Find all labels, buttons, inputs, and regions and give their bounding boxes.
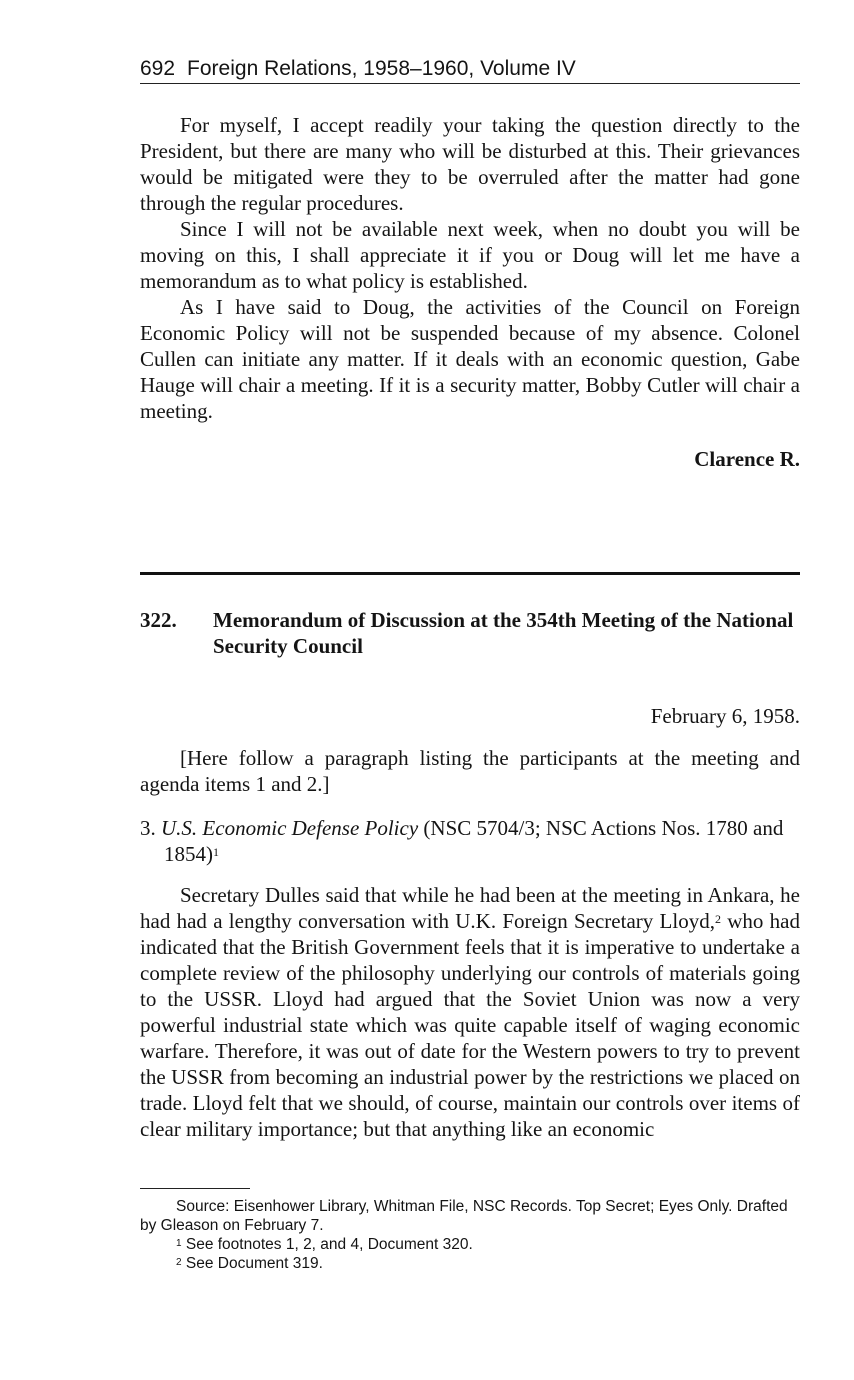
letter-body	[140, 112, 800, 424]
agenda-refs: (NSC 5704/3; NSC Actions Nos. 1780 and 1854)	[164, 816, 784, 866]
agenda-item	[140, 815, 800, 867]
footnote-ref[interactable]: 2	[714, 912, 721, 926]
editorial-note: [Here follow a paragraph listing the participants at the meeting and agenda items 1 and 2.]	[140, 746, 800, 796]
running-title: Foreign Relations, 1958–1960, Volume IV	[187, 57, 576, 80]
letter-paragraph: As I have said to Doug, the activities of the Council on Foreign Economic Policy will not be suspended because of my absence. Colonel Cullen can initiate any matter. If it deals with an economic question, Gabe Hauge will chair a meeting. If it is a security matter, Bobby Cutler will chair a meeting.	[140, 295, 800, 423]
footnote-1	[140, 1235, 800, 1254]
section-divider	[140, 572, 800, 575]
document-number: 322.	[140, 608, 177, 632]
agenda-title: U.S. Economic Defense Policy	[161, 816, 419, 840]
letter-paragraph: For myself, I accept readily your taking the question directly to the President, but there are many who will be disturbed at this. Their grievances would be mitigated were they to be overruled after the matter had gone through the regular procedures.	[140, 113, 800, 215]
footnote-text: See Document 319.	[181, 1255, 323, 1272]
letter-paragraph: Since I will not be available next week, when no doubt you will be moving on this, I shall appreciate it if you or Doug will let me have a memorandum as to what policy is established.	[140, 217, 800, 293]
discussion-paragraph	[140, 882, 800, 1142]
source-note: Source: Eisenhower Library, Whitman File, NSC Records. Top Secret; Eyes Only. Drafted by Gleason on February 7.	[140, 1198, 788, 1234]
footnote-ref[interactable]: 1	[213, 845, 219, 859]
footnote-mark: 2	[176, 1257, 182, 1268]
discussion-body	[140, 882, 800, 1142]
document-date: February 6, 1958.	[650, 704, 800, 728]
document-title: Memorandum of Discussion at the 354th Meeting of the National Security Council	[213, 608, 794, 658]
agenda-number: 3.	[140, 816, 156, 840]
footnote-text: See footnotes 1, 2, and 4, Document 320.	[181, 1236, 473, 1253]
footnote-mark: 1	[176, 1238, 182, 1249]
editorial-note-block	[140, 745, 800, 797]
page-number: 692	[140, 57, 176, 80]
document-heading	[140, 607, 800, 659]
running-header	[140, 56, 800, 84]
discussion-text-2: who had indicated that the British Government feels that it is imperative to undertake a complete review of the philosophy underlying our controls of materials going to the USSR. Lloyd had argued that the Soviet Union was now a very powerful industrial state which was quite capable itself of waging economic warfare. Therefore, it was out of date for the Western powers to try to prevent the USSR from becoming an industrial power by the restrictions we placed on trade. Lloyd felt that we should, of course, maintain our controls over items of clear military importance; but that anything like an economic	[140, 909, 800, 1141]
footnote-2	[140, 1254, 800, 1273]
discussion-text-1: Secretary Dulles said that while he had been at the meeting in Ankara, he had had a lengthy conversation with U.K. Foreign Secretary Lloyd,	[140, 883, 800, 933]
footnotes	[140, 1197, 800, 1273]
footnote-divider	[140, 1188, 250, 1189]
signature: Clarence R.	[694, 447, 800, 471]
